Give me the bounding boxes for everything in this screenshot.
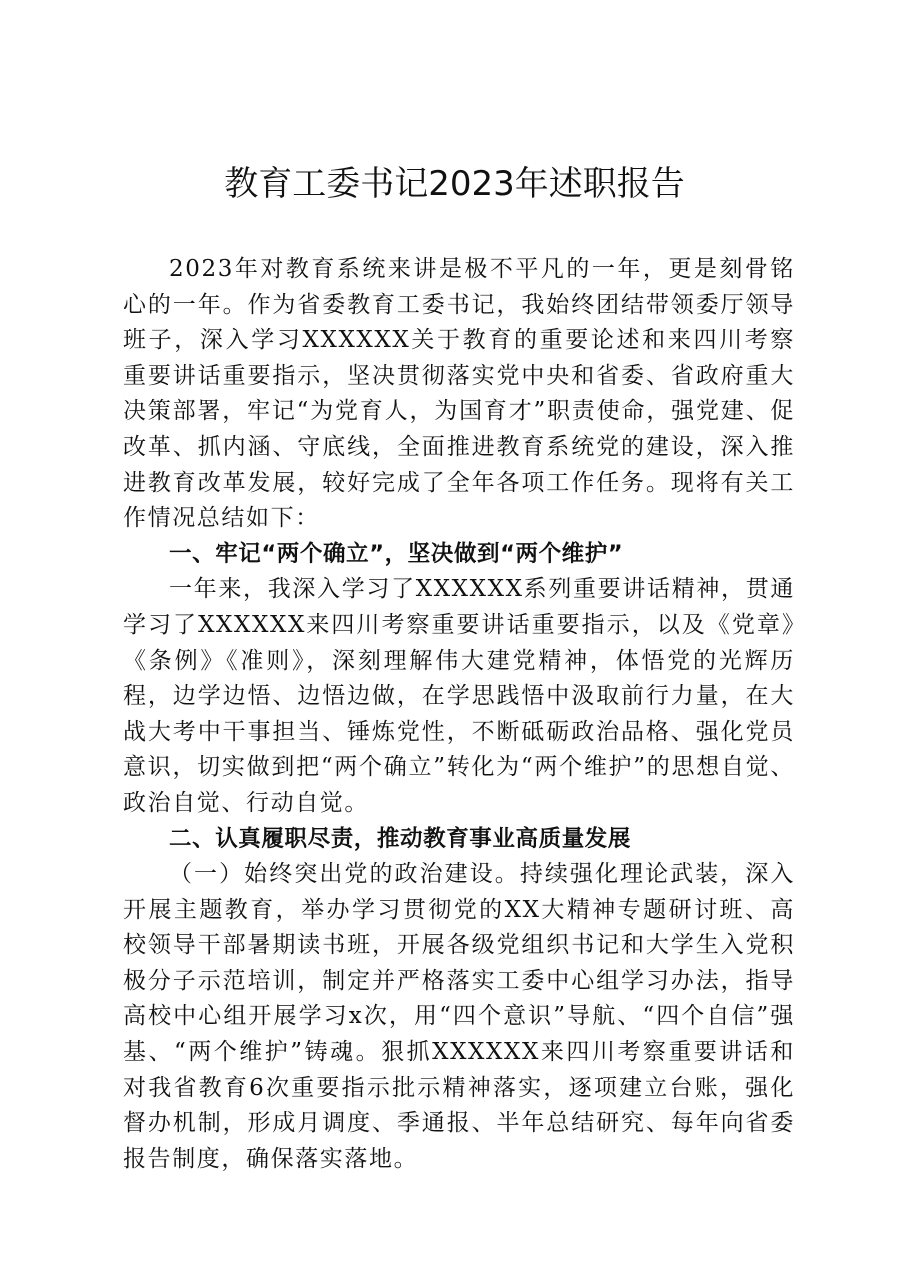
section-2-paragraph: （一）始终突出党的政治建设。持续强化理论武装，深入开展主题教育，举办学习贯彻党的XX大精神专题研讨班、高校领导干部暑期读书班，开展各级党组织书记和大学生入党积极分子示范培训，制定并严格落实工委中心组学习办法，指导高校中心组开展学习x次，用“四个意识”导航、“四个自信”强基、“两个维护”铸魂。狠抓XXXXXX来四川考察重要讲话和对我省教育6次重要指示批示精神落实，逐项建立台账，强化督办机制，形成月调度、季通报、半年总结研究、每年向省委报告制度，确保落实落地。 — [123, 861, 795, 1172]
section-1-paragraph: 一年来，我深入学习了XXXXXX系列重要讲话精神，贯通学习了XXXXXX来四川考察重要讲话重要指示，以及《党章》《条例》《准则》，深刻理解伟大建党精神，体悟党的光辉历程，边学边悟、边悟边做，在学思践悟中汲取前行力量，在大战大考中干事担当、锤炼党性，不断砥砺政治品格、强化党员意识，切实做到把“两个确立”转化为“两个维护”的思想自觉、政治自觉、行动自觉。 — [123, 576, 795, 816]
section-heading-1: 一、牢记“两个确立”，坚决做到“两个维护” — [169, 540, 624, 567]
document-title: 教育工委书记2023年述职报告 — [224, 164, 685, 204]
section-heading-2: 二、认真履职尽责，推动教育事业高质量发展 — [169, 825, 632, 852]
document-body — [123, 252, 795, 1177]
intro-paragraph: 2023年对教育系统来讲是极不平凡的一年，更是刻骨铭心的一年。作为省委教育工委书记，我始终团结带领委厅领导班子，深入学习XXXXXX关于教育的重要论述和来四川考察重要讲话重要指示，坚决贯彻落实党中央和省委、省政府重大决策部署，牢记“为党育人，为国育才”职责使命，强党建、促改革、抓内涵、守底线，全面推进教育系统党的建设，深入推进教育改革发展，较好完成了全年各项工作任务。现将有关工作情况总结如下： — [123, 256, 795, 532]
